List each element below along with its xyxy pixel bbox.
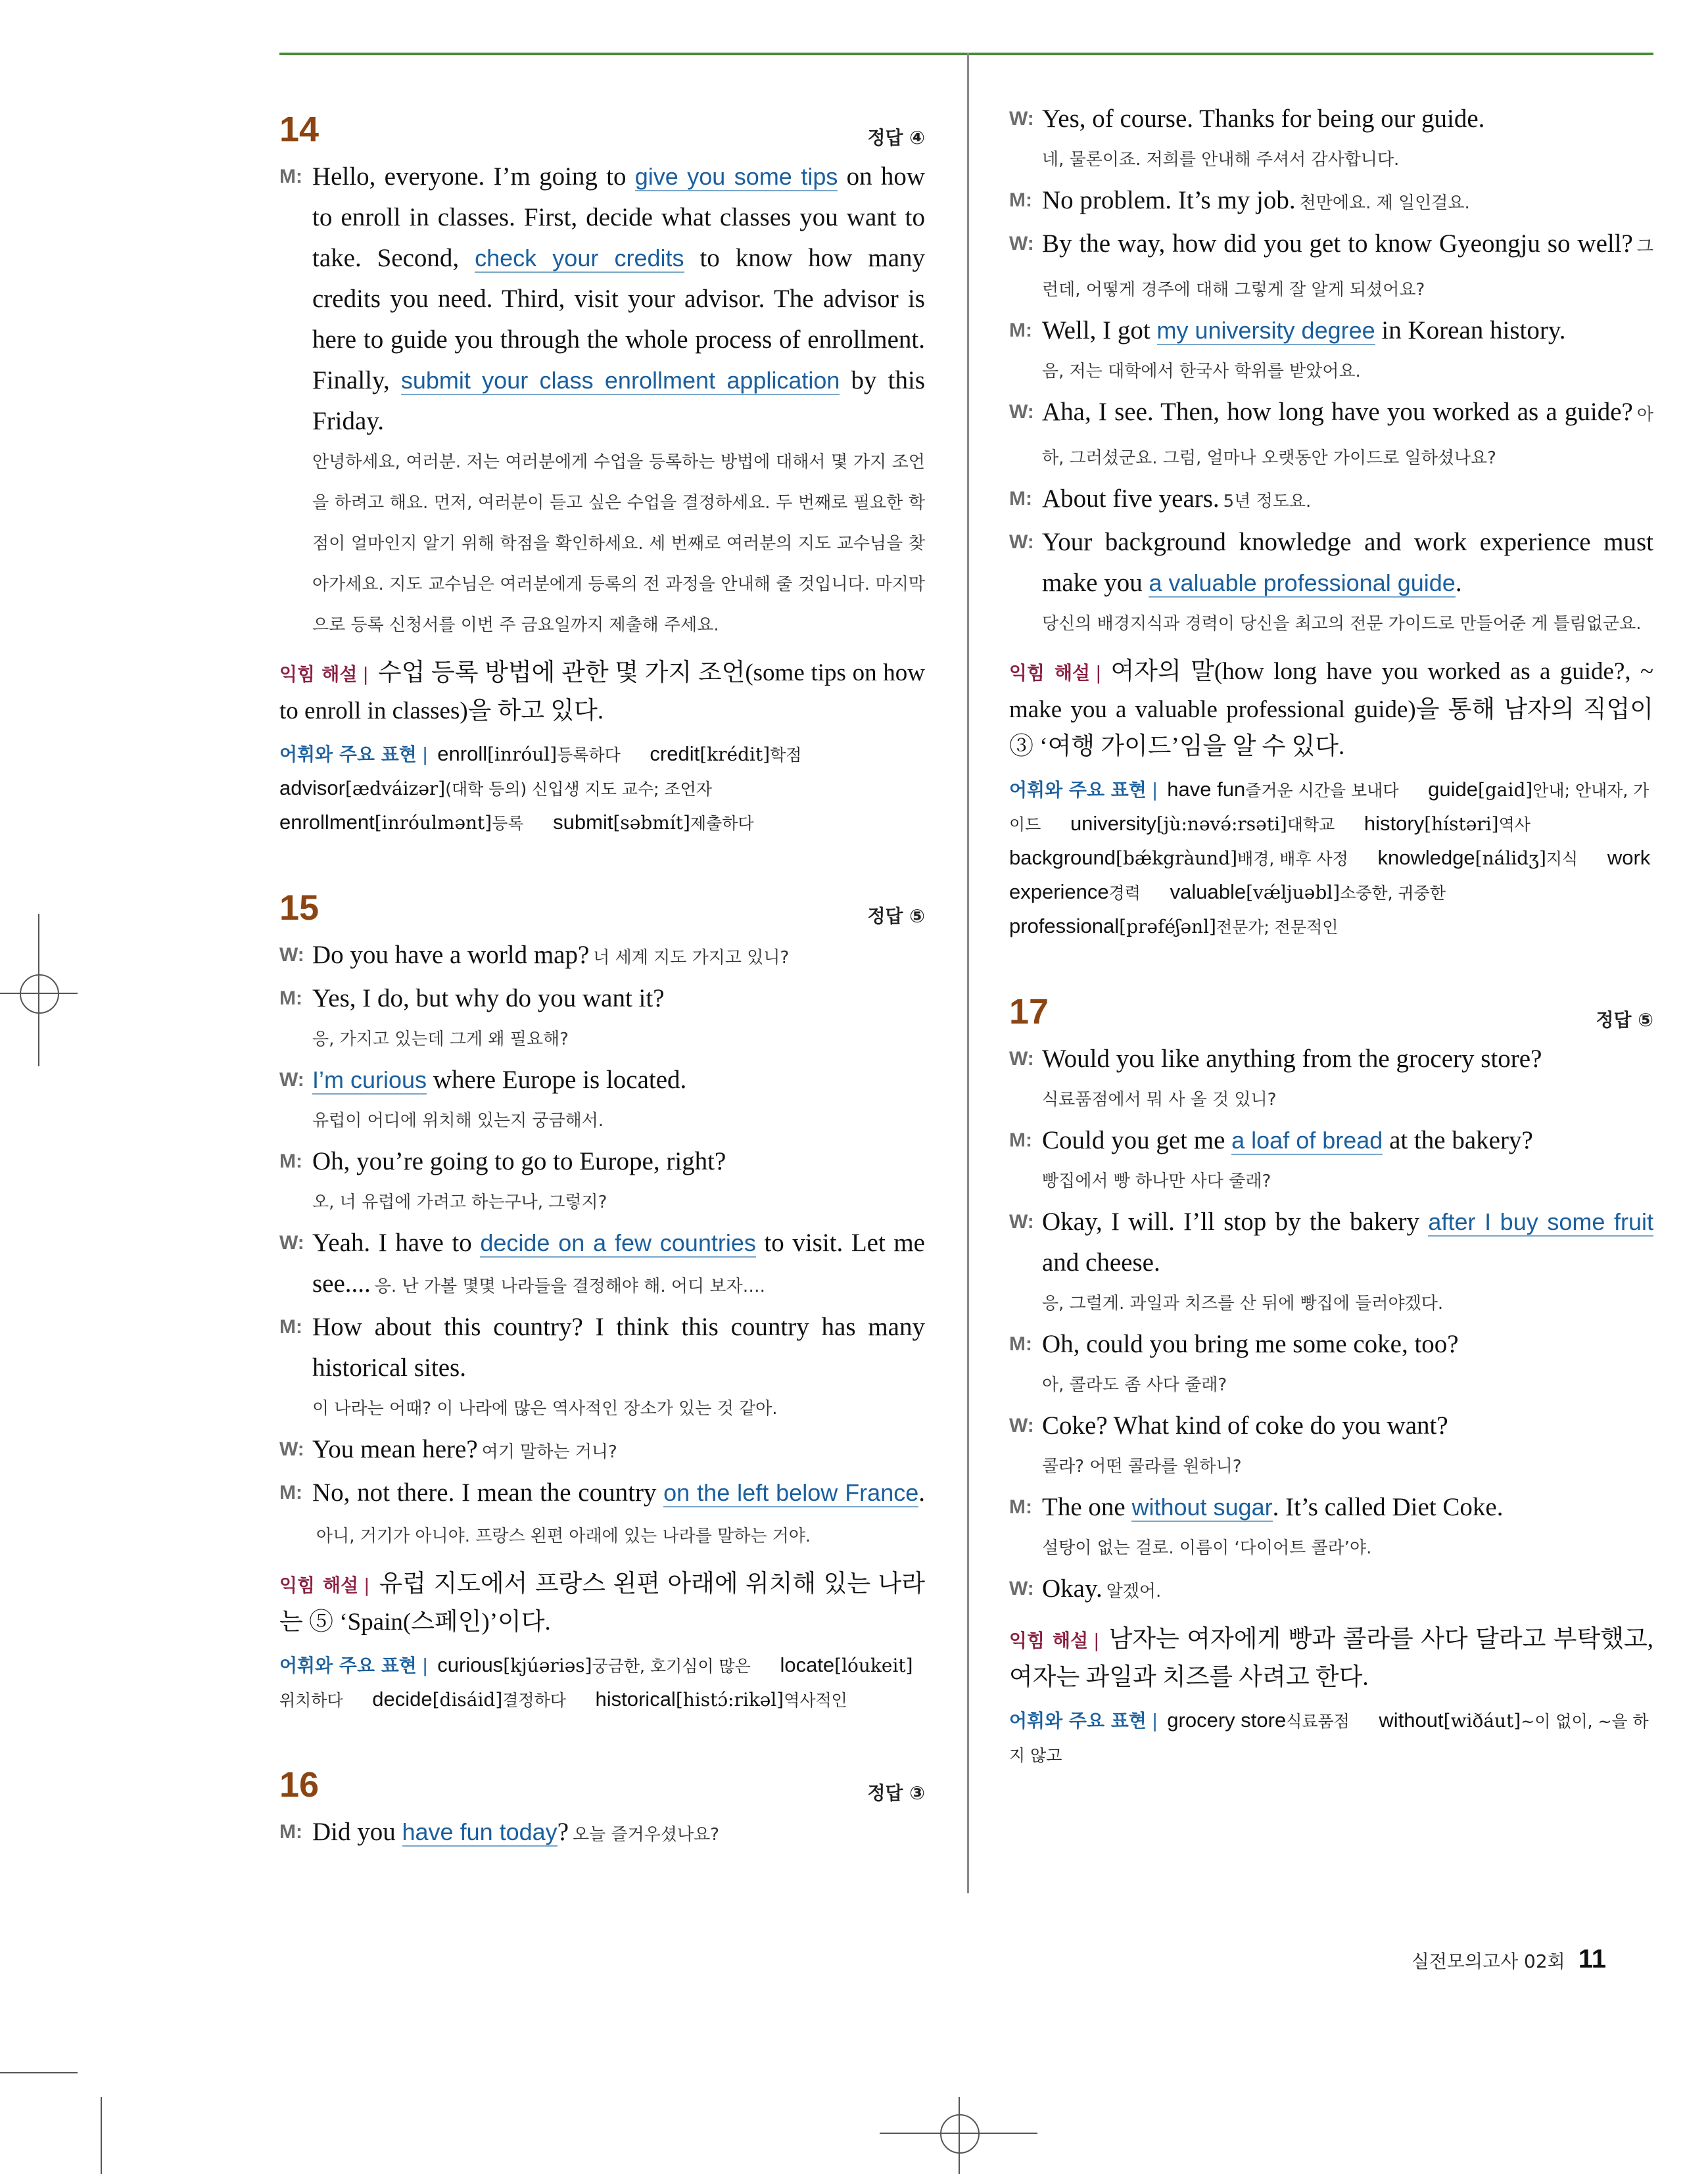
- question-header: [279, 1754, 925, 1812]
- dialogue-line: [279, 1223, 925, 1307]
- dialogue-line: [1009, 522, 1653, 603]
- explanation-label: 익힘 해설: [279, 1574, 359, 1596]
- dialogue-text: to know how many credits you need. Third, visit your advisor. The advisor is here to guide you through the whole process of enrollment. Finally,: [312, 244, 925, 394]
- vocab-word: professional: [1009, 914, 1120, 937]
- vocab-meaning: 소중한, 귀중한: [1340, 884, 1446, 903]
- dialogue-line: [1009, 180, 1653, 224]
- dialogue-text: Could you get me: [1042, 1126, 1232, 1154]
- question-14: [279, 99, 925, 840]
- vocab-meaning: 경력: [1108, 884, 1141, 903]
- dialogue-text: to visit. Let me see....: [312, 1229, 925, 1298]
- right-column: [1009, 99, 1653, 1772]
- vocab-item: [1009, 914, 1362, 937]
- vocab-item: [372, 1688, 590, 1711]
- dialogue-text: Yes, I do, but why do you want it?: [312, 984, 665, 1012]
- dialogue-line: [279, 1473, 925, 1557]
- dialogue-text: Coke? What kind of coke do you want?: [1042, 1411, 1448, 1440]
- label-separator: |: [1093, 1630, 1100, 1651]
- vocabulary-label: 어휘와 주요 표현: [279, 1655, 417, 1676]
- vocab-pronunciation: [vǽljuəbl]: [1246, 882, 1340, 903]
- dialogue-text: Oh, could you bring me some coke, too?: [1042, 1330, 1459, 1358]
- key-expression: without sugar: [1131, 1494, 1273, 1521]
- question-header: [279, 877, 925, 935]
- vocab-pronunciation: [histɔ́:rikəl]: [675, 1689, 784, 1711]
- speaker-label: W:: [279, 1069, 304, 1091]
- vocab-pronunciation: [ædváizər]: [344, 778, 446, 799]
- speaker-label: W:: [279, 1438, 304, 1460]
- dialogue-text: Yes, of course. Thanks for being our guide.: [1042, 105, 1485, 133]
- question-number: 17: [1009, 992, 1049, 1031]
- vocab-meaning: 식료품점: [1286, 1712, 1350, 1731]
- dialogue-line: [279, 978, 925, 1019]
- korean-translation: 빵집에서 빵 하나만 사다 줄래?: [1042, 1171, 1271, 1191]
- top-rule: [279, 53, 1653, 55]
- key-expression: a loaf of bread: [1231, 1127, 1383, 1154]
- key-expression: on the left below France: [663, 1479, 919, 1506]
- label-separator: |: [1151, 779, 1158, 801]
- vocab-pronunciation: [səbmít]: [613, 812, 690, 834]
- dialogue-line: [279, 1141, 925, 1182]
- question-number: 14: [279, 110, 320, 149]
- question-17: [1009, 981, 1653, 1772]
- dialogue-line: [279, 1307, 925, 1388]
- vocab-pronunciation: [inróulmənt]: [374, 812, 492, 834]
- korean-translation: 응, 그럴게. 과일과 치즈를 산 뒤에 빵집에 들러야겠다.: [1042, 1294, 1444, 1313]
- vocab-pronunciation: [lóukeit]: [834, 1655, 913, 1676]
- korean-translation: 오늘 즐거우셨나요?: [573, 1825, 719, 1845]
- vocab-item: [1377, 846, 1601, 869]
- vocab-item: [279, 811, 548, 834]
- vocab-item: [279, 776, 736, 799]
- label-separator: |: [421, 1655, 429, 1676]
- label-separator: |: [1151, 1710, 1158, 1732]
- vocabulary: [1009, 1704, 1653, 1772]
- vocab-meaning: 등록: [492, 814, 524, 833]
- dialogue-text: Okay, I will. I’ll stop by the bakery: [1042, 1208, 1429, 1236]
- vocab-meaning: 역사적인: [784, 1691, 847, 1710]
- speaker-label: W:: [1009, 1048, 1034, 1070]
- vocab-meaning: 결정하다: [502, 1691, 566, 1710]
- speaker-label: W:: [1009, 233, 1034, 254]
- vocab-word: enrollment: [279, 811, 375, 834]
- question-header: [279, 99, 925, 156]
- speaker-label: W:: [1009, 531, 1034, 553]
- vocab-item: [1070, 812, 1358, 835]
- vocab-meaning: 등록하다: [557, 745, 621, 765]
- vocab-pronunciation: [inróul]: [487, 744, 557, 765]
- speaker-label: W:: [279, 944, 304, 966]
- dialogue-line: [1009, 1039, 1653, 1079]
- crop-mark: [0, 2072, 78, 2073]
- dialogue-line: [279, 935, 925, 978]
- key-expression: decide on a few countries: [480, 1229, 756, 1256]
- explanation: [279, 1566, 925, 1641]
- explanation-text: 유럽 지도에서 프랑스 왼편 아래에 위치해 있는 나라는 ⑤ ‘Spain(스페인)’이다.: [279, 1571, 925, 1636]
- vocab-pronunciation: [wiðáut]: [1443, 1710, 1521, 1732]
- dialogue-line: [1009, 1406, 1653, 1446]
- question-15: [279, 877, 925, 1717]
- vocab-meaning: 대학교: [1287, 815, 1335, 834]
- vocab-pronunciation: [kjúəriəs]: [503, 1655, 592, 1676]
- vocab-meaning: 학점: [770, 745, 802, 765]
- vocab-word: without: [1379, 1709, 1444, 1732]
- question-16-start: [279, 1754, 925, 1855]
- question-number: 16: [279, 1765, 320, 1805]
- vocab-word: grocery store: [1167, 1709, 1287, 1732]
- explanation: [1009, 653, 1653, 765]
- vocab-word: submit: [553, 811, 613, 834]
- dialogue-text: About five years.: [1042, 484, 1220, 513]
- korean-translation: 설탕이 없는 걸로. 이름이 ‘다이어트 콜라’야.: [1042, 1538, 1372, 1558]
- answer-badge: 정답 ④: [867, 127, 925, 149]
- dialogue-line: [1009, 224, 1653, 310]
- registration-circle: [940, 2114, 980, 2154]
- korean-translation: 아니, 거기가 아니야. 프랑스 왼편 아래에 있는 나라를 말하는 거야.: [316, 1526, 811, 1546]
- crop-mark: [101, 2097, 102, 2174]
- vocab-meaning: 전문가; 전문적인: [1216, 918, 1339, 937]
- vocab-meaning: 배경, 배후 사정: [1237, 849, 1348, 868]
- answer-badge: 정답 ③: [867, 1782, 925, 1804]
- vocab-item: [1167, 778, 1422, 801]
- dialogue-text: Okay.: [1042, 1574, 1103, 1603]
- speaker-label: M:: [279, 1316, 302, 1338]
- vocab-word: work experience: [1009, 846, 1651, 903]
- korean-translation: 천만에요. 제 일인걸요.: [1299, 193, 1470, 213]
- speaker-label: W:: [1009, 108, 1034, 130]
- dialogue-text: .: [1455, 569, 1462, 597]
- dialogue-text: Well, I got: [1042, 316, 1157, 344]
- vocab-word: decide: [372, 1688, 433, 1711]
- speaker-label: M:: [1009, 189, 1032, 211]
- explanation-label: 익힘 해설: [279, 663, 358, 685]
- explanation-text: 여자의 말(how long have you worked as a guide?, ~ make you a valuable professional guide)을 통해 남자의 직업이 ③ ‘여행 가이드’임을 알 수 있다.: [1009, 658, 1653, 760]
- vocab-pronunciation: [prəféʃənl]: [1119, 916, 1216, 937]
- speaker-label: M:: [1009, 319, 1032, 341]
- dialogue-text: ?: [557, 1818, 569, 1846]
- column-divider: [967, 53, 969, 1893]
- korean-translation: 네, 물론이죠. 저희를 안내해 주셔서 감사합니다.: [1042, 150, 1400, 170]
- vocabulary: [1009, 773, 1653, 944]
- dialogue-text: Yeah. I have to: [312, 1229, 481, 1257]
- vocab-meaning: 역사: [1498, 815, 1530, 834]
- key-expression: give you some tips: [634, 163, 838, 190]
- dialogue-text: You mean here?: [312, 1435, 478, 1463]
- korean-translation: 여기 말하는 거니?: [481, 1442, 617, 1462]
- vocab-pronunciation: [disáid]: [432, 1689, 503, 1711]
- dialogue-text: Hello, everyone. I’m going to: [312, 162, 635, 191]
- dialogue-text: .: [918, 1478, 925, 1507]
- vocab-word: valuable: [1170, 880, 1246, 903]
- dialogue-line: [1009, 99, 1653, 139]
- key-expression: a valuable professional guide: [1149, 569, 1456, 596]
- dialogue-text: . It’s called Diet Coke.: [1272, 1493, 1504, 1521]
- vocab-meaning: 즐거운 시간을 보내다: [1245, 781, 1399, 800]
- dialogue-text: No, not there. I mean the country: [312, 1478, 664, 1507]
- explanation-label: 익힘 해설: [1009, 1630, 1089, 1651]
- label-separator: |: [362, 663, 369, 685]
- dialogue-line: [1009, 392, 1653, 479]
- vocab-item: [596, 1688, 871, 1711]
- vocab-item: [553, 811, 777, 834]
- left-column: [279, 99, 925, 1855]
- vocab-word: locate: [780, 1653, 835, 1676]
- vocab-meaning: ~이 없이, ~을 하지 않고: [1009, 1712, 1649, 1765]
- vocab-word: knowledge: [1377, 846, 1475, 869]
- korean-translation: 알겠어.: [1106, 1582, 1162, 1601]
- vocab-pronunciation: [krédit]: [700, 744, 771, 765]
- vocab-pronunciation: [nálidʒ]: [1475, 847, 1546, 869]
- korean-translation: 유럽이 어디에 위치해 있는지 궁금해서.: [312, 1111, 604, 1131]
- vocab-item: [1364, 812, 1554, 835]
- speaker-label: M:: [279, 1821, 302, 1843]
- vocab-item: [1170, 880, 1469, 903]
- korean-translation: 응, 가지고 있는데 그게 왜 필요해?: [312, 1029, 569, 1049]
- vocab-word: enroll: [437, 742, 488, 765]
- korean-translation: 너 세계 지도 가지고 있니?: [593, 948, 790, 968]
- vocab-meaning: 지식: [1546, 849, 1578, 868]
- korean-translation: 아하, 그러셨군요. 그럼, 얼마나 오랫동안 가이드로 일하셨나요?: [1042, 405, 1653, 468]
- korean-translation: 음, 저는 대학에서 한국사 학위를 받았어요.: [1042, 362, 1361, 381]
- vocab-item: [437, 1653, 774, 1676]
- key-expression: I’m curious: [312, 1066, 427, 1093]
- dialogue-text: No problem. It’s my job.: [1042, 186, 1296, 214]
- dialogue-text: Do you have a world map?: [312, 941, 590, 969]
- speaker-label: M:: [1009, 1333, 1032, 1355]
- dialogue-line: [279, 1812, 925, 1855]
- speaker-label: W:: [1009, 1211, 1034, 1233]
- question-header: [1009, 981, 1653, 1039]
- dialogue-text: where Europe is located.: [427, 1066, 687, 1094]
- key-expression: my university degree: [1156, 317, 1375, 344]
- label-separator: |: [421, 744, 429, 765]
- question-number: 15: [279, 888, 320, 928]
- dialogue-text: By the way, how did you get to know Gyeongju so well?: [1042, 229, 1633, 258]
- speaker-label: M:: [279, 987, 302, 1009]
- footer-title: 실전모의고사 02회: [1411, 1950, 1565, 1972]
- vocab-pronunciation: [jù:nəvə́:rsəti]: [1156, 813, 1287, 835]
- speaker-label: W:: [279, 1232, 304, 1254]
- label-separator: |: [1095, 662, 1102, 684]
- dialogue-line: [1009, 479, 1653, 522]
- dialogue-line: [279, 1429, 925, 1473]
- registration-circle: [20, 974, 59, 1014]
- vocab-word: advisor: [279, 776, 345, 799]
- vocab-word: have fun: [1167, 778, 1246, 801]
- korean-translation: 그런데, 어떻게 경주에 대해 그렇게 잘 알게 되셨어요?: [1042, 237, 1653, 300]
- dialogue-line: [1009, 1120, 1653, 1161]
- vocab-word: guide: [1428, 778, 1478, 801]
- vocabulary: [279, 738, 925, 840]
- dialogue-text: Oh, you’re going to go to Europe, right?: [312, 1147, 726, 1175]
- vocabulary-label: 어휘와 주요 표현: [279, 744, 417, 765]
- vocab-item: [650, 742, 825, 765]
- speaker-label: W:: [1009, 401, 1034, 423]
- dialogue-line: [1009, 310, 1653, 351]
- dialogue-line: [279, 156, 925, 442]
- dialogue-text: and cheese.: [1042, 1248, 1160, 1277]
- vocab-word: background: [1009, 846, 1116, 869]
- vocab-meaning: 제출하다: [690, 814, 754, 833]
- korean-translation: 식료품점에서 뭐 사 올 것 있니?: [1042, 1090, 1277, 1110]
- dialogue-text: by this Friday.: [312, 366, 925, 435]
- korean-translation: 이 나라는 어때? 이 나라에 많은 역사적인 장소가 있는 것 같아.: [312, 1399, 778, 1419]
- vocab-word: historical: [595, 1688, 676, 1711]
- question-16-continued: [1009, 99, 1653, 944]
- korean-translation: 콜라? 어떤 콜라를 원하니?: [1042, 1457, 1242, 1477]
- korean-translation: 안녕하세요, 여러분. 저는 여러분에게 수업을 등록하는 방법에 대해서 몇 가지 조언을 하려고 해요. 먼저, 여러분이 듣고 싶은 수업을 결정하세요. 두 번째로 필요한 학점이 얼마인지 알기 위해 학점을 확인하세요. 세 번째로 여러분의 지도 교수님을 찾아가세요. 지도 교수님은 여러분에게 등록의 전 과정을 안내해 줄 것입니다. 마지막으로 등록 신청서를 이번 주 금요일까지 제출해 주세요.: [312, 452, 925, 635]
- vocabulary: [279, 1649, 925, 1717]
- dialogue-line: [279, 1060, 925, 1100]
- vocab-meaning: (대학 등의) 신입생 지도 교수; 조언자: [445, 780, 712, 799]
- vocab-item: [437, 742, 644, 765]
- page-footer: [1411, 1945, 1606, 1974]
- answer-badge: 정답 ⑤: [1596, 1009, 1653, 1031]
- explanation-label: 익힘 해설: [1009, 662, 1091, 684]
- vocab-word: university: [1070, 812, 1156, 835]
- speaker-label: M:: [279, 166, 302, 187]
- speaker-label: W:: [1009, 1578, 1034, 1599]
- dialogue-text: at the bakery?: [1383, 1126, 1533, 1154]
- korean-translation: 응. 난 가볼 몇몇 나라들을 결정해야 해. 어디 보자….: [374, 1277, 765, 1296]
- dialogue-line: [1009, 1324, 1653, 1365]
- vocabulary-label: 어휘와 주요 표현: [1009, 1710, 1147, 1732]
- korean-translation: 오, 너 유럽에 가려고 하는구나, 그렇지?: [312, 1193, 607, 1212]
- vocab-pronunciation: [bǽkgràund]: [1116, 847, 1238, 869]
- speaker-label: M:: [279, 1150, 302, 1172]
- korean-translation: 당신의 배경지식과 경력이 당신을 최고의 전문 가이드로 만들어준 게 틀림없군요.: [1042, 614, 1642, 634]
- speaker-label: M:: [279, 1482, 302, 1503]
- vocab-word: curious: [437, 1653, 504, 1676]
- page-number: 11: [1578, 1945, 1606, 1973]
- dialogue-text: How about this country? I think this country has many historical sites.: [312, 1313, 925, 1382]
- dialogue-text: Would you like anything from the grocery store?: [1042, 1045, 1542, 1073]
- answer-badge: 정답 ⑤: [867, 905, 925, 927]
- korean-translation: 아, 콜라도 좀 사다 줄래?: [1042, 1375, 1227, 1395]
- vocab-pronunciation: [hístəri]: [1424, 813, 1499, 835]
- key-expression: submit your class enrollment application: [400, 367, 840, 394]
- explanation: [1009, 1621, 1653, 1696]
- explanation: [279, 655, 925, 730]
- vocab-word: credit: [650, 742, 700, 765]
- speaker-label: M:: [1009, 488, 1032, 509]
- dialogue-line: [1009, 1569, 1653, 1612]
- dialogue-text: The one: [1042, 1493, 1132, 1521]
- dialogue-line: [1009, 1487, 1653, 1528]
- vocab-item: [1167, 1709, 1373, 1732]
- vocabulary-label: 어휘와 주요 표현: [1009, 779, 1147, 801]
- key-expression: after I buy some fruit: [1428, 1208, 1654, 1235]
- speaker-label: M:: [1009, 1129, 1032, 1151]
- vocab-meaning: 궁금한, 호기심이 많은: [592, 1657, 751, 1676]
- vocab-meaning: 안내; 안내자, 가이드: [1009, 781, 1649, 834]
- speaker-label: W:: [1009, 1415, 1034, 1436]
- dialogue-text: Your background knowledge and work experience must make you: [1042, 528, 1653, 597]
- vocab-pronunciation: [gaid]: [1477, 779, 1533, 801]
- key-expression: check your credits: [475, 245, 684, 272]
- dialogue-text: Aha, I see. Then, how long have you worked as a guide?: [1042, 398, 1633, 426]
- label-separator: |: [364, 1574, 370, 1596]
- dialogue-text: Did you: [312, 1818, 402, 1846]
- dialogue-line: [1009, 1202, 1653, 1283]
- korean-translation: 5년 정도요.: [1223, 492, 1312, 511]
- explanation-text: 수업 등록 방법에 관한 몇 가지 조언(some tips on how to enroll in classes)을 하고 있다.: [279, 659, 925, 724]
- dialogue-text: on how to enroll in classes. First, decide what classes you want to take. Second,: [312, 162, 925, 272]
- vocab-meaning: 위치하다: [279, 1691, 343, 1710]
- dialogue-text: in Korean history.: [1375, 316, 1566, 344]
- speaker-label: M:: [1009, 1496, 1032, 1518]
- vocab-word: history: [1364, 812, 1425, 835]
- explanation-text: 남자는 여자에게 빵과 콜라를 사다 달라고 부탁했고, 여자는 과일과 치즈를 사려고 한다.: [1009, 1626, 1653, 1691]
- vocab-item: [1009, 846, 1372, 869]
- key-expression: have fun today: [402, 1818, 557, 1845]
